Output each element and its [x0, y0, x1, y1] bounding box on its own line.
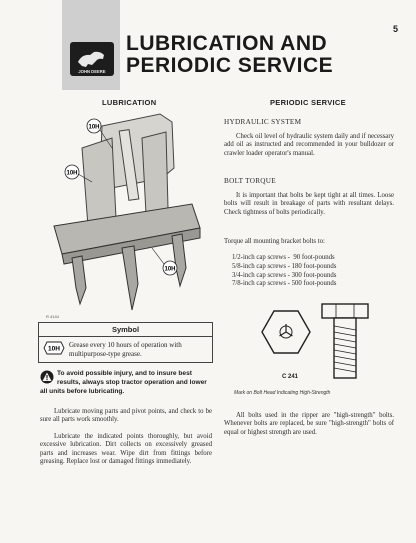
bolt-torque-subheading: BOLT TORQUE	[224, 177, 276, 185]
torque-item: 7/8-inch cap screws - 500 foot-pounds	[232, 280, 337, 288]
symbol-row	[39, 337, 212, 362]
symbol-heading: Symbol	[39, 323, 212, 337]
hydraulic-system-subheading: HYDRAULIC SYSTEM	[224, 118, 302, 126]
torque-item: 5/8-inch cap screws - 180 foot-pounds	[232, 262, 337, 270]
fitting-marker-3	[163, 261, 177, 275]
fitting-marker-2	[65, 165, 79, 179]
bolt-head-figure	[256, 298, 386, 382]
periodic-service-heading: PERIODIC SERVICE	[270, 98, 346, 107]
page-number: 5	[392, 24, 398, 34]
figure-id: C 241	[282, 374, 299, 380]
ripper-illustration	[42, 108, 212, 320]
figure-caption: Mark on Bolt Head Indicating High-Strength	[234, 390, 331, 396]
safety-alert-icon	[40, 370, 54, 384]
logo-panel	[62, 0, 120, 90]
svg-text:JOHN DEERE: JOHN DEERE	[78, 69, 106, 74]
lubrication-heading: LUBRICATION	[102, 98, 157, 107]
torque-intro: Torque all mounting bracket bolts to:	[224, 238, 325, 245]
svg-text:10H: 10H	[48, 345, 60, 353]
torque-item: 1/2-inch cap screws - 90 foot-pounds	[232, 254, 335, 261]
svg-text:10H: 10H	[66, 170, 78, 177]
lubrication-paragraph-1: Lubricate moving parts and pivot points, and check to be sure all parts work smoothly.	[40, 408, 212, 424]
svg-text:10H: 10H	[88, 124, 100, 131]
symbol-description: Grease every 10 hours of operation with multipurpose-type grease.	[69, 341, 182, 358]
torque-list	[232, 254, 336, 289]
lubrication-paragraph-2: Lubricate the indicated points thoroughly, but avoid excessive lubrication. Dirt collects on excessively greased parts and increases wear. Wipe dirt from fittings before greasing. Replace lost or damaged fittings immediately.	[40, 433, 212, 466]
warning-text: To avoid possible injury, and to insure best results, always stop tractor operation and lower all units before lubricating.	[40, 370, 207, 395]
symbol-box	[38, 322, 213, 363]
title-line-1: LUBRICATION AND	[126, 32, 328, 55]
title-line-2: PERIODIC SERVICE	[126, 54, 334, 77]
page-title	[126, 33, 333, 77]
illustration-id: R 4144	[46, 314, 59, 319]
high-strength-paragraph: All bolts used in the ripper are "high-strength" bolts. Whenever bolts are replaced, be sure "high-strength" bolts of equal or highest strength are used.	[224, 412, 394, 436]
bolt-side-view	[322, 304, 368, 378]
grease-symbol-icon	[43, 341, 65, 355]
torque-item: 3/4-inch cap screws - 300 foot-pounds	[232, 271, 337, 279]
bolt-head-top-view	[262, 311, 310, 353]
fitting-marker-1	[87, 119, 101, 133]
bolt-torque-paragraph: It is important that bolts be kept tight at all times. Loose bolts will result in breakage of parts with resultant delays. Check tightness of bolts periodically.	[224, 192, 394, 216]
john-deere-logo	[70, 42, 114, 76]
svg-text:10H: 10H	[164, 266, 176, 273]
hydraulic-paragraph: Check oil level of hydraulic system daily and if necessary add oil as instructed and recommended in your bulldozer or crawler loader operator's manual.	[224, 133, 394, 157]
safety-warning	[40, 370, 210, 396]
